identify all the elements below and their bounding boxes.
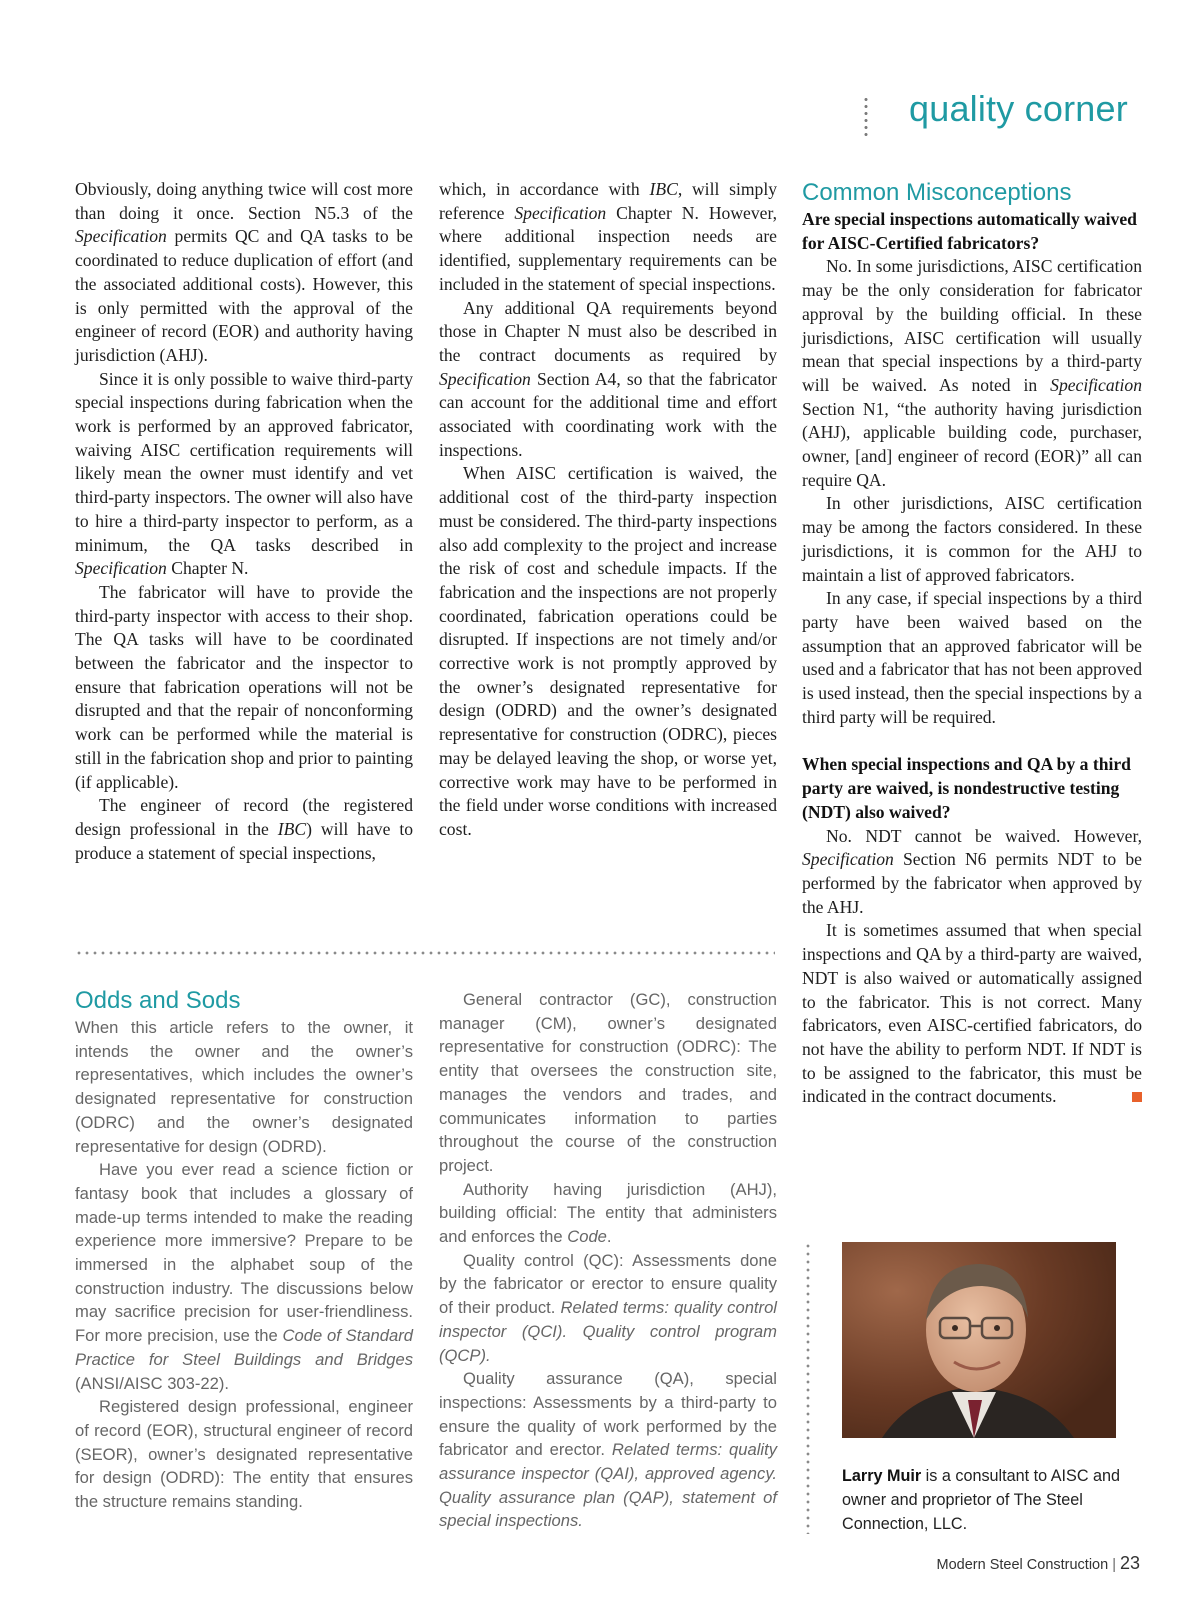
paragraph: Obviously, doing anything twice will cost more than doing it once. Section N5.3 of the Specification permits QC and QA tasks to be coordinated to reduce duplication of effort (and the associated additional costs). However, this is only permitted with the approval of the engineer of record (EOR) and authority having jurisdiction (AHJ). [75,179,413,365]
paragraph: The engineer of record (the registered design professional in the IBC) will have to produce a statement of special inspections, [75,795,413,863]
author-dots [806,1242,810,1534]
footer-separator: | [1112,1557,1116,1573]
author-bio [842,1464,1132,1536]
paragraph: When AISC certification is waived, the additional cost of the third-party inspection must be considered. The third-party inspections also add complexity to the project and increase the risk of cost and schedule impacts. If the fabrication and the inspections are not properly coordinated, fabrication operations could be disrupted. If inspections are not timely and/or corrective work is not promptly approved by the owner’s designated representative for design (ODRD) and the owner’s designated representative for construction (ODRC), pieces may be delayed leaving the shop, or worse yet, corrective work may have to be performed in the field under worse conditions with increased cost. [439,463,777,839]
sidebar-paragraph: Have you ever read a science fiction or fantasy book that includes a glossary of made-up terms intended to make the reading experience more immersive? Prepare to be immersed in the alphabet soup of the construction industry. The discussions below may sacrifice precision for user-friendliness. For more precision, use the Code of Standard Practice for Steel Buildings and Bridges (ANSI/AISC 303-22). [75,1160,414,1393]
sidebar-divider [75,951,775,955]
sidebar-paragraph: When this article refers to the owner, it intends the owner and the owner’s representatives, which includes the owner’s designated representative for construction (ODRC) and the owner’s designated representative for design (ODRD). [75,1018,413,1156]
question-heading: When special inspections and QA by a third party are waived, is nondestructive testing (NDT) also waived? [802,754,1131,822]
author-name: Larry Muir [842,1467,922,1485]
paragraph: In other jurisdictions, AISC certification may be among the factors considered. In these jurisdictions, it is common for the AHJ to maintain a list of approved fabricators. [802,493,1142,585]
sidebar-paragraph: Registered design professional, engineer of record (EOR), structural engineer of record (SEOR), owner’s designated representative for design (ODRD): The entity that ensures the structure remains standing. [75,1397,413,1512]
section-dots [864,96,868,138]
sidebar-paragraph: Quality control (QC): Assessments done by the fabricator or erector to ensure quality of their product. Related terms: quality control inspector (QCI). Quality control program (QCP). [439,1250,777,1365]
paragraph: which, in accordance with IBC, will simply reference Specification Chapter N. However, where additional inspection needs are identified, supplementary requirements can be included in the statement of special inspections. [439,179,778,294]
paragraph-text: It is sometimes assumed that when special inspections and QA by a third-party are waived, NDT is also waived or automatically assigned to the fabricator. This is not correct. Many fabricators, even AISC-certified fabricators, do not have the ability to perform NDT. If NDT is to be assigned to the fabricator, this must be indicated in the contract documents. [802,920,1142,1107]
sidebar-column-2 [439,988,777,1533]
sidebar-column-1 [75,986,413,1514]
paragraph: No. NDT cannot be waived. However, Specification Section N6 permits NDT to be performed by the fabricator when approved by the AHJ. [802,825,1142,917]
section-title: quality corner [909,88,1128,129]
page-footer [937,1553,1140,1574]
author-photo [842,1242,1116,1438]
misconceptions-heading: Common Misconceptions [802,179,1072,206]
sidebar-heading: Odds and Sods [75,987,241,1014]
article-column-3 [802,178,1142,1109]
paragraph: In any case, if special inspections by a third party have been waived based on the assumption that an approved fabricator will be used and a fabricator that has not been approved is used instead, then the special inspections by a third party will be required. [802,588,1143,727]
end-of-article-mark [1132,1092,1142,1102]
question-heading: Are special inspections automatically waived for AISC-Certified fabricators? [802,209,1137,253]
author-bio-text: is a consultant to AISC and owner and proprietor of The Steel Connection, LLC. [842,1467,1121,1533]
sidebar-paragraph: Authority having jurisdiction (AHJ), building official: The entity that administers and enforces the Code. [439,1179,777,1247]
paragraph: Any additional QA requirements beyond those in Chapter N must also be described in the contract documents as required by Specification Section A4, so that the fabricator can account for the additional time and effort associated with coordinating work with the inspections. [439,297,777,460]
page-number: 23 [1119,1553,1140,1573]
sidebar-paragraph: General contractor (GC), construction manager (CM), owner’s designated representative for construction (ODRC): The entity that oversees the construction site, manages the vendors and trades, and communicates information to parties throughout the course of the construction project. [439,990,777,1175]
article-column-1 [75,178,413,865]
paragraph: Since it is only possible to waive third-party special inspections during fabrication when the work is performed by an approved fabricator, waiving AISC certification requirements will likely mean the owner must identify and vet third-party inspectors. The owner will also have to hire a third-party inspector to perform, as a minimum, the QA tasks described in Specification Chapter N. [75,368,413,579]
article-column-2 [439,178,777,842]
paragraph [802,919,1142,1109]
paragraph: No. In some jurisdictions, AISC certification may be the only consideration for fabricator approval by the building official. In these jurisdictions, AISC certification will usually mean that special inspections by a third-party will be waived. As noted in Specification Section N1, “the authority having jurisdiction (AHJ), applicable building code, purchaser, owner, [and] engineer of record (EOR)” all can require QA. [802,256,1142,490]
paragraph: The fabricator will have to provide the third-party inspector with access to their shop. The QA tasks will have to be coordinated between the fabricator and the inspector to ensure that fabrication operations will not be disrupted and that the repair of nonconforming work can be performed while the material is still in the fabrication shop and prior to painting (if applicable). [75,581,413,792]
publication-name: Modern Steel Construction [936,1557,1109,1573]
sidebar-paragraph: Quality assurance (QA), special inspections: Assessments by a third-party to ensure the quality of work performed by the fabricator and erector. Related terms: quality assurance inspector (QAI), approved agency. Quality assurance plan (QAP), statement of special inspections. [439,1369,777,1531]
